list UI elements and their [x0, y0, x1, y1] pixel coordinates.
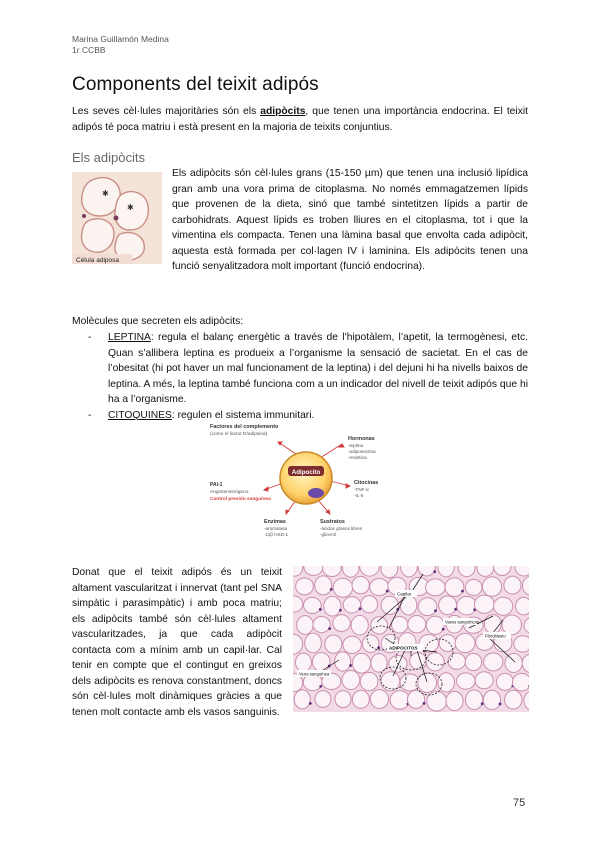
tissue-cell — [352, 690, 369, 708]
adipocyte-cell — [280, 452, 332, 504]
tissue-nucleus — [359, 607, 362, 610]
tissue-cell — [505, 690, 522, 709]
list-item: - CITOQUINES: regulen el sistema immunitari. — [88, 409, 315, 421]
tissue-cell — [360, 672, 378, 690]
diagram-hormonas-title: Hormonas — [348, 436, 375, 442]
tissue-cell — [361, 596, 378, 613]
tissue-cell — [516, 597, 529, 614]
tissue-cell — [455, 633, 475, 652]
tissue-cell — [482, 577, 501, 596]
tissue-cell — [427, 692, 447, 712]
tissue-cell — [295, 653, 311, 671]
molecule-description: : regulen el sistema immunitari. — [171, 409, 315, 421]
tissue-cell — [426, 616, 444, 634]
tissue-cell — [448, 653, 465, 669]
diagram-hormonas-item: -resistina — [348, 455, 367, 460]
diagram-pai-title: PAI-1 — [210, 482, 223, 488]
tissue-cell — [494, 597, 513, 615]
adipose-tissue-micrograph — [293, 566, 529, 712]
tissue-cell — [381, 672, 400, 691]
tissue-cell — [343, 597, 360, 613]
diagram-enzimas-item: -11β HSD-1 — [264, 532, 289, 537]
tissue-cell — [305, 633, 322, 653]
tissue-cell — [335, 691, 351, 708]
diagram-citocinas-item: -TNF-α — [354, 487, 369, 492]
molecules-heading: Molècules que secreten els adipòcits: — [72, 316, 244, 327]
tissue-cell — [352, 653, 370, 673]
tissue-cell — [496, 673, 513, 690]
tissue-cell — [457, 673, 476, 689]
diagram-enzimas-item: -aromatasa — [264, 526, 288, 531]
tissue-cell — [502, 615, 522, 635]
tissue-cell — [333, 578, 352, 597]
tissue-cell — [408, 616, 426, 633]
intro-paragraph — [72, 104, 528, 135]
list-item: - LEPTINA: regula el balanç energètic a través de l’hipotàlem, l’apetit, la termogènesi, etc. Quan s’allibera leptina es produeix a l’organisme la sensació de sacietat. En el cas de l’obesitat (hi pot haver un mal funcionament de la leptina) i del dejuni hi ha nivells baixos de leptina. A més, la leptina també funciona com a un indicador del nivell de teixit adipós que hi ha a l’organisme. — [88, 332, 528, 405]
tissue-cell — [370, 579, 389, 596]
tissue-cell — [512, 673, 529, 691]
label-adipocitos: ADIPOCITOS — [389, 645, 418, 651]
tissue-cell — [370, 690, 388, 709]
tissue-nucleus — [349, 664, 352, 667]
tissue-cell — [446, 691, 463, 710]
tissue-cell — [315, 576, 332, 595]
tissue-cell — [333, 615, 351, 632]
diagram-citocinas-item: -IL-6 — [354, 493, 364, 498]
molecule-name: CITOQUINES — [108, 409, 172, 421]
diagram-sustratos-title: Sustratos — [320, 519, 345, 525]
tissue-cell — [474, 595, 494, 613]
tissue-cell — [514, 636, 529, 652]
tissue-cell — [294, 690, 310, 709]
label-vena: Vena sanguínea — [299, 671, 330, 677]
tissue-cell — [426, 653, 444, 671]
tissue-nucleus — [339, 609, 342, 612]
tissue-nucleus — [319, 608, 322, 611]
tissue-cell — [324, 596, 341, 616]
page-title: Components del teixit adipós — [72, 74, 319, 95]
tissue-cell — [325, 635, 342, 653]
tissue-cell — [390, 691, 410, 710]
diagram-hormonas-item: -leptina — [348, 443, 364, 448]
intro-text-before: Les seves cèl·lules majoritàries són els — [72, 106, 261, 117]
diagram-hormonas-item: -adiponectina — [348, 449, 376, 454]
diagram-citocinas-title: Citocinas — [354, 480, 379, 486]
tissue-cell — [439, 635, 456, 652]
tissue-cell — [484, 653, 503, 671]
tissue-cell — [342, 671, 360, 690]
tissue-cell — [392, 616, 408, 633]
tissue-cell — [505, 654, 522, 673]
tissue-cell — [362, 635, 378, 653]
tissue-nucleus — [434, 609, 437, 612]
asterisk-marker: ✱ — [127, 203, 134, 212]
tissue-nucleus — [423, 702, 426, 705]
label-capilar: Capilar — [397, 591, 412, 597]
tissue-nucleus — [461, 590, 464, 593]
tissue-cell — [315, 691, 331, 708]
diagram-control: Control presión sanguínea — [210, 497, 271, 502]
tissue-cell — [483, 690, 500, 709]
vascular-paragraph: Donat que el teixit adipós és un teixit altament vascularitzat i innervat (tant pel SNA simpàtic i parasimpàtic) i amb poca matriu; els adipòcits també són cèl·lules altament vascularitzades, ja que cada adipòcit contacta com a mínim amb un capil·lar. Cal tenir en compte que el contingut en greixos dels adipòcits es renova constantment, doncs són cèl·lules molt dinàmiques gràcies a que tenen molt contacte amb els vasos sanguinis. — [72, 567, 282, 718]
intro-keyword: adipòcits — [260, 106, 306, 117]
intro-text-after: , que tenen una importància endocrina. El teixit adipós té poca matriu i està present en la majoria de teixits conjuntius. — [72, 106, 528, 133]
label-vasos: Vasos sanguíneos — [445, 619, 480, 625]
adipocyte-micrograph — [72, 172, 162, 264]
tissue-nucleus — [433, 570, 436, 573]
author-name: Marina Guillamón Medina — [72, 34, 169, 44]
label-fibroblasto: Fibroblasto — [485, 633, 506, 639]
tissue-cell — [426, 579, 446, 596]
tissue-cell — [296, 578, 314, 595]
tissue-nucleus — [377, 646, 380, 649]
tissue-cell — [504, 576, 521, 594]
tissue-cell — [303, 597, 321, 613]
tissue-nucleus — [328, 627, 331, 630]
tissue-cell — [400, 595, 416, 615]
tissue-cell — [439, 596, 457, 615]
tissue-cell — [313, 617, 330, 633]
tissue-nucleus — [330, 588, 333, 591]
diagram-center-label: Adipocito — [291, 469, 321, 476]
page-number: 75 — [513, 797, 526, 809]
tissue-cell — [371, 617, 388, 634]
tissue-nucleus — [309, 702, 312, 705]
tissue-cell — [465, 579, 482, 595]
tissue-cell — [418, 598, 437, 616]
tissue-nucleus — [499, 703, 502, 706]
tissue-cell — [343, 636, 361, 653]
tissue-nucleus — [386, 590, 389, 593]
tissue-cell — [484, 615, 501, 634]
diagram-complement-sub: (como el factor D/adipsina) — [210, 432, 268, 437]
tissue-cell — [475, 672, 493, 689]
diagram-enzimas-title: Enzimas — [264, 519, 286, 525]
course-label: 1r CCBB — [72, 45, 106, 55]
tissue-cell — [410, 653, 427, 669]
diagram-sustratos-item: -glicerol — [320, 532, 337, 537]
tissue-cell — [312, 653, 330, 672]
adipocits-paragraph: Els adipòcits són cèl·lules grans (15-150 µm) que tenen una inclusió lipídica gran amb una vora prima de citoplasma. No només emmagatzemen lípids que provenen de la dieta, sinó que també sintetitzen lípids a partir de carbohidrats. Aquest lípids es troben lliures en el citoplasma, tot i que la vimentina els compacta. Tenen una làmina basal que envolta cada adipòcit, aquesta està formada per col·lagen IV i laminina. Els adipòcits tenen una funció senyalitzadora molt important (funció endocrina). — [172, 168, 528, 272]
adipocyte-secretion-diagram — [208, 420, 398, 542]
tissue-cell — [297, 616, 314, 635]
tissue-cell — [457, 596, 477, 615]
tissue-cell — [466, 690, 483, 710]
diagram-complement-title: Factores del complemento — [210, 424, 279, 430]
molecule-description: : regula el balanç energètic a través de l’hipotàlem, l’apetit, la termogènesi, etc. Quan s’allibera leptina es produeix a l’organisme la sensació de sacietat. En el cas de l’obesitat (hi pot haver un mal funcionament de la leptina) i del dejuni hi ha nivells baixos de leptina. A més, la leptina també funciona com a un indicador del nivell de teixit adipós que hi ha a l’organisme. — [108, 332, 528, 405]
diagram-angio: Angiotensinógeno — [210, 490, 249, 495]
tissue-nucleus — [442, 628, 445, 631]
asterisk-marker: ✱ — [102, 189, 109, 198]
tissue-nucleus — [481, 702, 484, 705]
tissue-nucleus — [319, 685, 322, 688]
tissue-cell — [371, 654, 387, 673]
tissue-cell — [352, 576, 369, 593]
molecule-name: LEPTINA — [108, 332, 151, 343]
section-title: Els adipòcits — [72, 150, 145, 165]
molecules-list — [88, 330, 528, 423]
diagram-sustratos-item: -ácidos grasos libres — [320, 526, 363, 531]
tissue-cell — [465, 653, 481, 670]
micrograph-label: Célula adiposa — [76, 257, 120, 264]
tissue-cell — [351, 615, 368, 635]
tissue-cell — [445, 578, 464, 597]
